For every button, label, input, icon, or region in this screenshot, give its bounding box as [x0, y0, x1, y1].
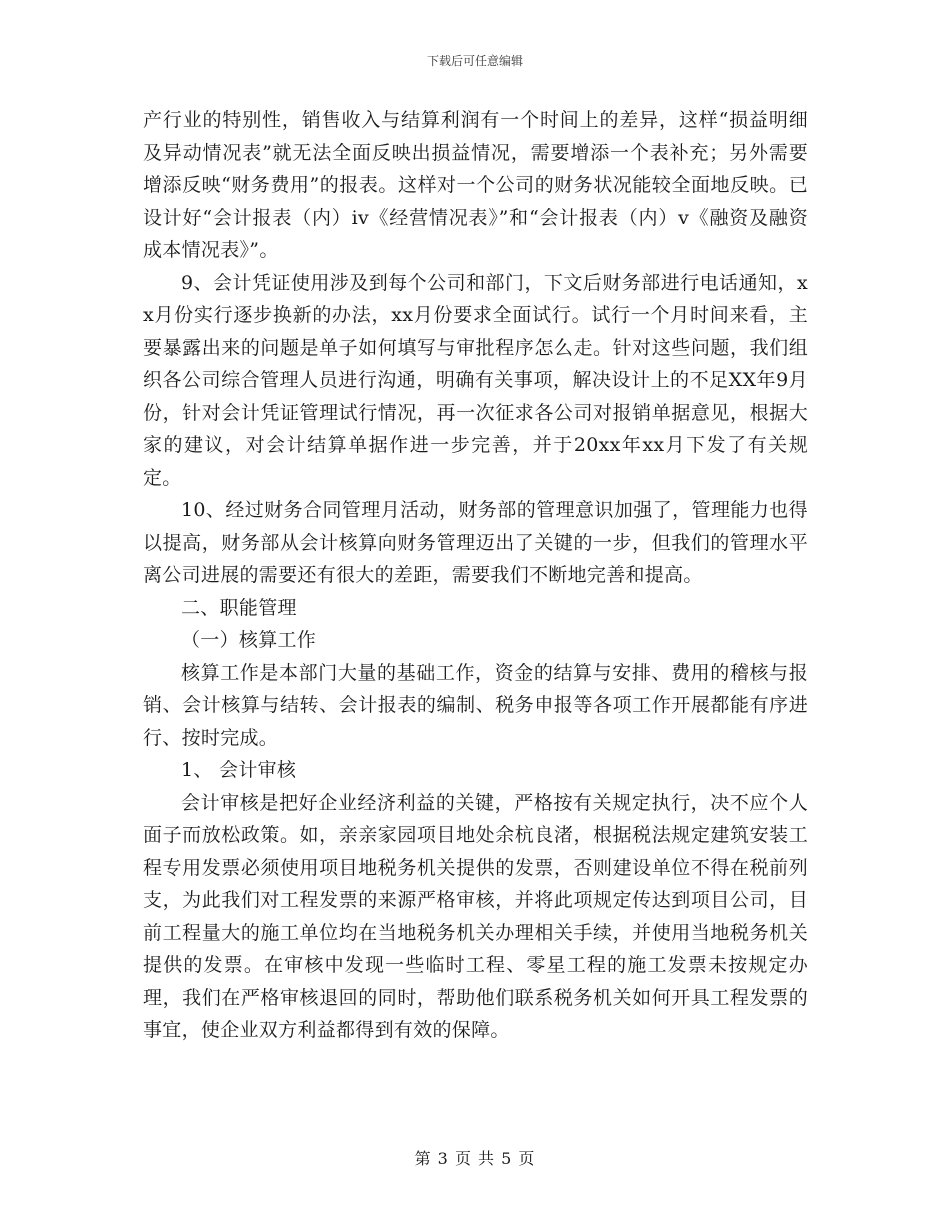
subsection-heading-accounting-work: （一）核算工作	[181, 629, 317, 651]
header-note: 下载后可任意编辑	[426, 54, 523, 68]
paragraph-item-10: 10、经过财务合同管理月活动，财务部的管理意识加强了，管理能力也得以提高，财务部从会计核算向财务管理迈出了关键的一步，但我们的管理水平离公司进展的需要还有很大的差距，需要我们不断地完善和提高。	[143, 499, 808, 586]
document-body	[143, 104, 808, 1047]
paragraph-accounting-audit: 会计审核是把好企业经济利益的关键，严格按有关规定执行，决不应个人面子而放松政策。如，亲亲家园项目地处余杭良渚，根据税法规定建筑安装工程专用发票必须使用项目地税务机关提供的发票，否则建设单位不得在税前列支，为此我们对工程发票的来源严格审核，并将此项规定传达到项目公司，目前工程量大的施工单位均在当地税务机关办理相关手续，并使用当地税务机关提供的发票。在审核中发现一些临时工程、零星工程的施工发票未按规定办理，我们在严格审核退回的同时，帮助他们联系税务机关如何开具工程发票的事宜，使企业双方利益都得到有效的保障。	[143, 791, 808, 1041]
page-number: 第 3 页 共 5 页	[414, 1149, 536, 1168]
paragraph-accounting-work: 核算工作是本部门大量的基础工作，资金的结算与安排、费用的稽核与报销、会计核算与结转、会计报表的编制、税务申报等各项工作开展都能有序进行、按时完成。	[143, 661, 808, 749]
paragraph-continuation: 产行业的特别性，销售收入与结算利润有一个时间上的差异，这样“损益明细及异动情况表”就无法全面反映出损益情况，需要增添一个表补充；另外需要增添反映“财务费用”的报表。这样对一个公司的财务状况能较全面地反映。已设计好“会计报表（内）iv《经营情况表》”和“会计报表（内）v《融资及融资成本情况表》”。	[143, 109, 808, 261]
section-heading-functional-management: 二、职能管理	[181, 596, 297, 619]
paragraph-item-9: 9、会计凭证使用涉及到每个公司和部门，下文后财务部进行电话通知，xx月份实行逐步换新的办法，xx月份要求全面试行。试行一个月时间来看，主要暴露出来的问题是单子如何填写与审批程序怎么走。针对这些问题，我们组织各公司综合管理人员进行沟通，明确有关事项，解决设计上的不足XX年9月份，针对会计凭证管理试行情况，再一次征求各公司对报销单据意见，根据大家的建议，对会计结算单据作进一步完善，并于20xx年xx月下发了有关规定。	[143, 271, 808, 489]
item-heading-accounting-audit: 1、 会计审核	[181, 759, 297, 781]
